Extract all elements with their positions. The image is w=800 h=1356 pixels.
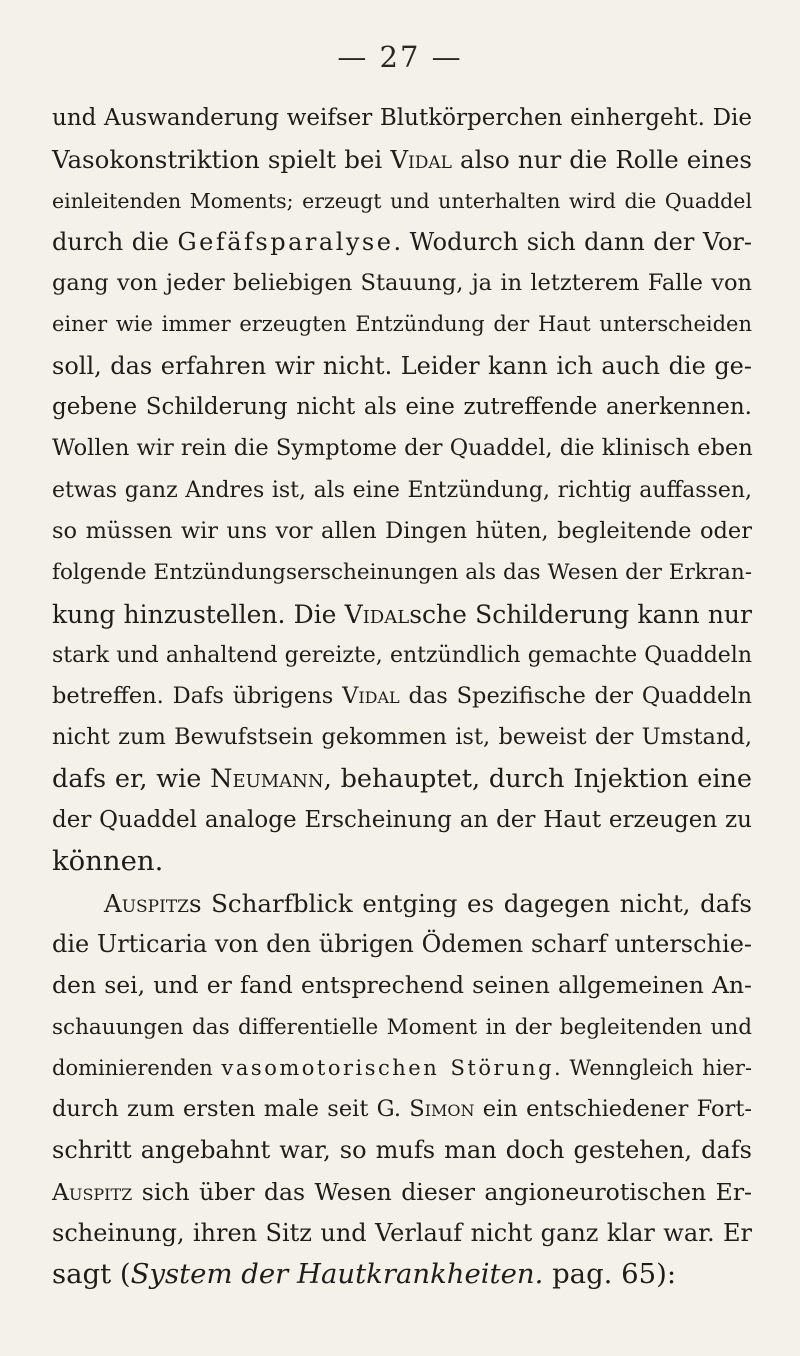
text-line: schritt angebahnt war, so mufs man doch gestehen, dafs xyxy=(52,1136,752,1165)
text-line: einleitenden Moments; erzeugt und unterhalten wird die Quaddel xyxy=(52,188,752,213)
text-line: Vasokonstriktion spielt bei Vidal also nur die Rolle eines xyxy=(52,145,752,175)
page-number: — 27 — xyxy=(337,40,463,74)
text-line: nicht zum Bewufstsein gekommen ist, beweist der Umstand, xyxy=(52,724,752,751)
text-line: die Urticaria von den übrigen Ödemen scharf unterschie- xyxy=(52,929,752,958)
text-line: Wollen wir rein die Symptome der Quaddel, die klinisch eben xyxy=(52,435,753,462)
text-line: etwas ganz Andres ist, als eine Entzündung, richtig auffassen, xyxy=(52,477,752,503)
text-line: durch zum ersten male seit G. Simon ein entschiedener Fort- xyxy=(52,1096,752,1123)
text-line: gang von jeder beliebigen Stauung, ja in letzterem Falle von xyxy=(52,270,752,297)
text-line: der Quaddel analoge Erscheinung an der Haut erzeugen zu xyxy=(52,807,752,834)
text-line: so müssen wir uns vor allen Dingen hüten, begleitende oder xyxy=(52,517,752,544)
body-text xyxy=(52,98,752,1296)
text-line: kung hinzustellen. Die Vidalsche Schilderung kann nur xyxy=(52,599,752,629)
text-line: gebene Schilderung nicht als eine zutreffende anerkennen. xyxy=(52,394,752,421)
text-line: dafs er, wie Neumann, behauptet, durch Injektion eine xyxy=(52,763,753,794)
text-line: scheinung, ihren Sitz und Verlauf nicht ganz klar war. Er xyxy=(52,1219,752,1248)
text-line: dominierenden vasomotorischen Störung. Wenngleich hier- xyxy=(52,1055,752,1080)
text-line: soll, das erfahren wir nicht. Leider kann ich auch die ge- xyxy=(52,351,752,380)
text-line: Auspitzs Scharfblick entging es dagegen nicht, dafs xyxy=(104,888,752,918)
text-line: sagt (System der Hautkrankheiten. pag. 65): xyxy=(52,1258,677,1291)
text-line: können. xyxy=(52,845,164,878)
text-line: Auspitz sich über das Wesen dieser angioneurotischen Er- xyxy=(52,1177,752,1206)
text-line: den sei, und er fand entsprechend seinen allgemeinen An- xyxy=(52,971,752,1000)
text-line: schauungen das differentielle Moment in der begleitenden und xyxy=(52,1014,752,1040)
text-line: betreffen. Dafs übrigens Vidal das Spezifische der Quaddeln xyxy=(52,683,752,710)
text-line: einer wie immer erzeugten Entzündung der Haut unterscheiden xyxy=(52,312,752,337)
text-line: durch die Gefäfsparalyse. Wodurch sich dann der Vor- xyxy=(52,227,752,256)
text-line: und Auswanderung weifser Blutkörperchen einhergeht. Die xyxy=(52,105,752,131)
text-line: folgende Entzündungserscheinungen als das Wesen der Erkran- xyxy=(52,560,752,586)
text-line: stark und anhaltend gereizte, entzündlich gemachte Quaddeln xyxy=(52,642,752,668)
